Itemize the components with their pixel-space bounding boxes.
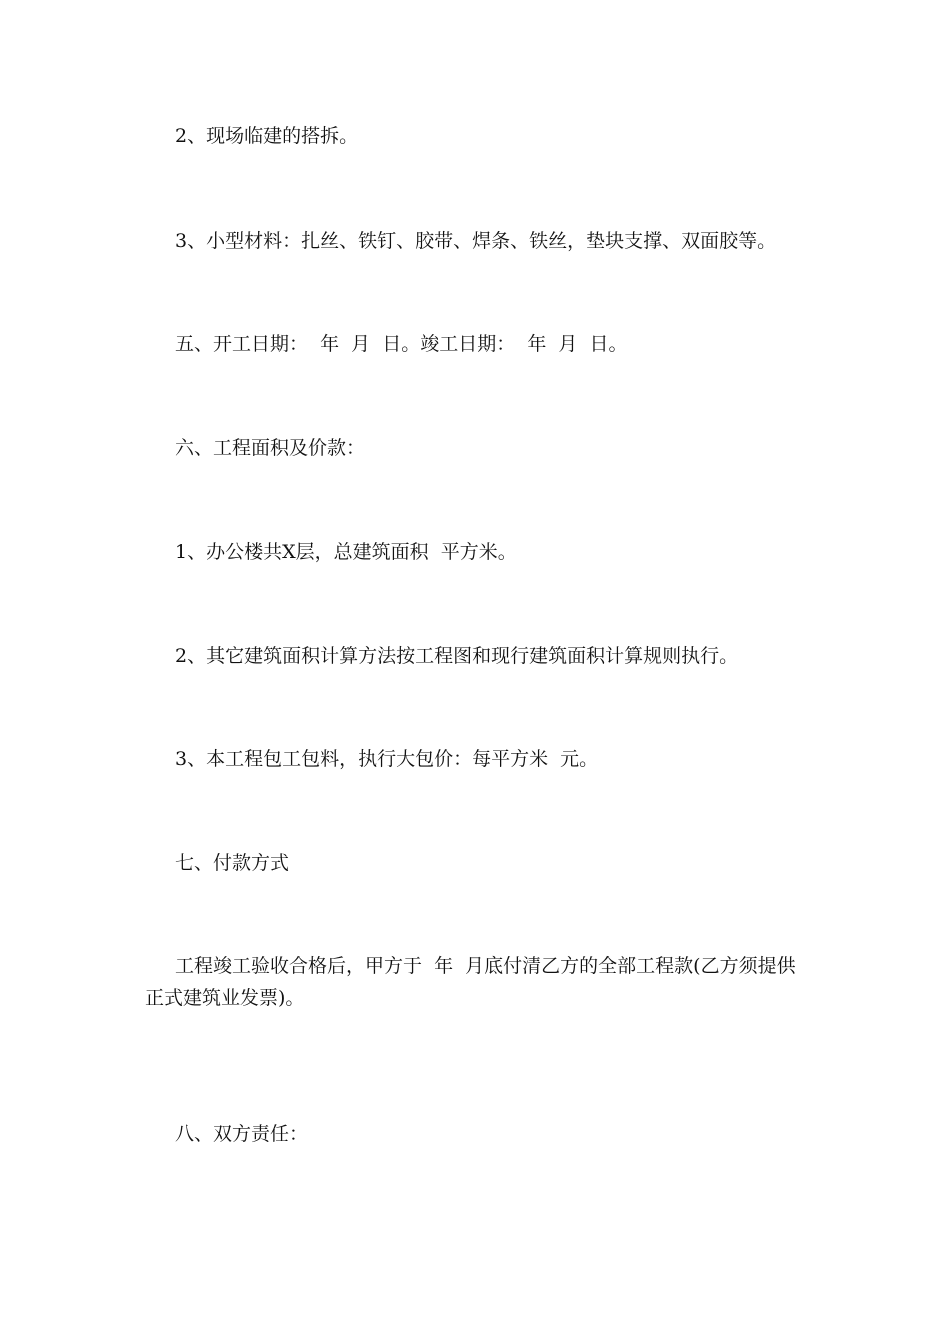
item-contract-price: 3、本工程包工包料，执行大包价：每平方米 元。 <box>175 748 599 770</box>
section-7-heading: 七、付款方式 <box>175 852 290 874</box>
section-6-heading: 六、工程面积及价款： <box>175 437 366 459</box>
section-8-heading: 八、双方责任： <box>175 1123 309 1145</box>
item-small-materials: 3、小型材料：扎丝、铁钉、胶带、焊条、铁丝，垫块支撑、双面胶等。 <box>175 230 777 252</box>
section-5-dates: 五、开工日期： 年 月 日。竣工日期： 年 月 日。 <box>175 333 628 355</box>
item-office-building-area: 1、办公楼共X层，总建筑面积 平方米。 <box>175 541 517 563</box>
item-area-calculation: 2、其它建筑面积计算方法按工程图和现行建筑面积计算规则执行。 <box>175 645 739 667</box>
payment-terms-paragraph: 工程竣工验收合格后，甲方于 年 月底付清乙方的全部工程款(乙方须提供正式建筑业发票)。 <box>145 955 796 1009</box>
item-site-temporary-works: 2、现场临建的搭拆。 <box>175 125 359 147</box>
